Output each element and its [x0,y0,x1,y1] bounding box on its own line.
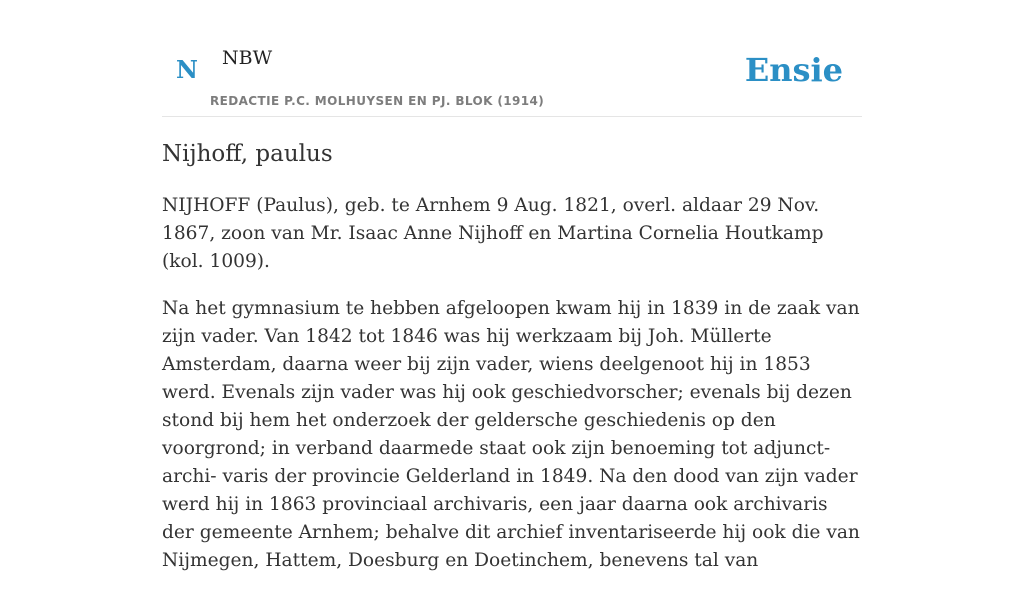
brand-logo[interactable]: Ensie [744,51,843,89]
article-body [162,192,862,594]
article-title: Nijhoff, paulus [162,141,333,167]
source-logo-letter[interactable]: N [176,55,198,84]
article-paragraph: Na het gymnasium te hebben afgeloopen kwam hij in 1839 in de zaak van zijn vader. Van 1842 tot 1846 was hij werkzaam bij Joh. Müllerte Amsterdam, daarna weer bij zijn vader, wiens deelgenoot hij in 1853 werd. Evenals zijn vader was hij ook geschiedvorscher; evenals bij dezen stond bij hem het onderzoek der geldersche geschiedenis op den voorgrond; in verband daarmede staat ook zijn benoeming tot adjunct-archi- varis der provincie Gelderland in 1849. Na den dood van zijn vader werd hij in 1863 provinciaal archivaris, een jaar daarna ook archivaris der gemeente Arnhem; behalve dit archief inventariseerde hij ook die van Nijmegen, Hattem, Doesburg en Doetinchem, benevens tal van [162,298,860,571]
source-title[interactable]: NBW [222,47,273,69]
article-paragraph: NIJHOFF (Paulus), geb. te Arnhem 9 Aug. 1821, overl. aldaar 29 Nov. 1867, zoon van Mr. Isaac Anne Nijhoff en Martina Cornelia Houtkamp (kol. 1009). [162,195,824,272]
page-header [162,0,862,117]
source-subtitle: REDACTIE P.C. MOLHUYSEN EN PJ. BLOK (1914) [210,94,545,108]
